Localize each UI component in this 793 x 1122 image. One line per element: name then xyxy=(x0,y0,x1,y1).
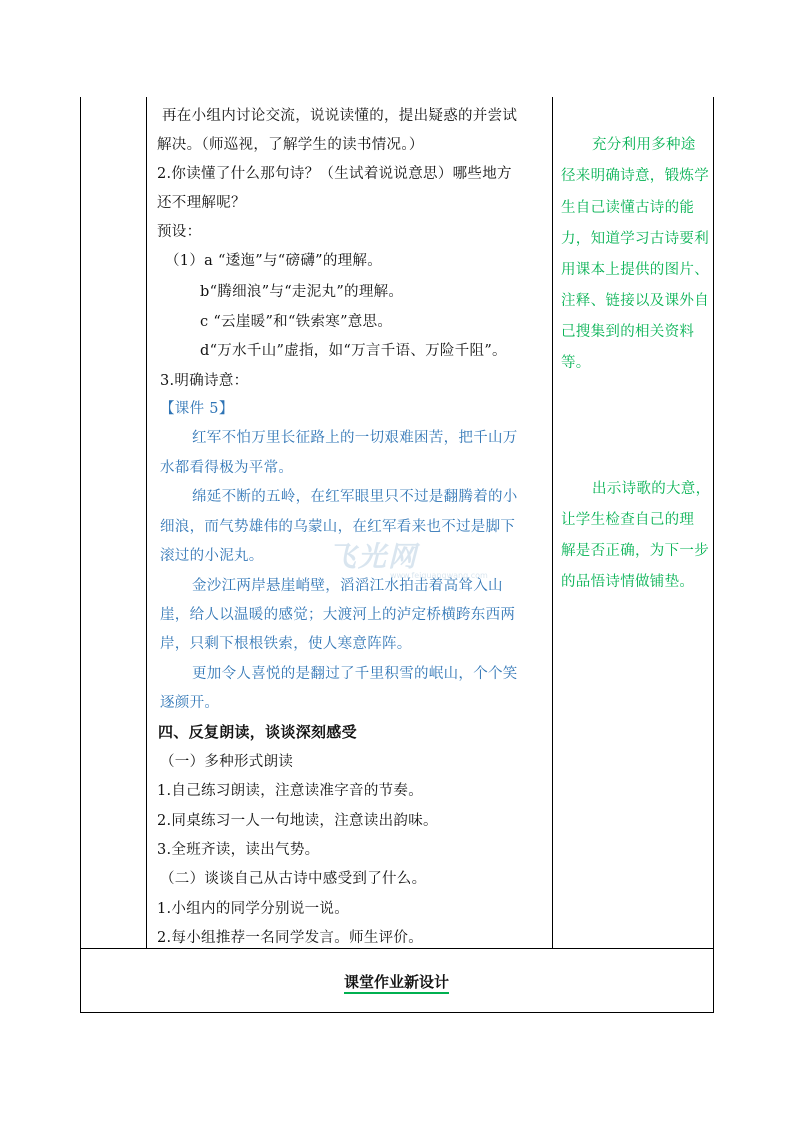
poem-meaning-line: 崖，给人以温暖的感觉；大渡河上的泸定桥横跨东西两 xyxy=(160,607,516,623)
design-note: 径来明确诗意，锻炼学 xyxy=(561,168,709,184)
text-line: 还不理解呢？ xyxy=(157,195,246,211)
text-line: 解决。（师巡视，了解学生的读书情况。） xyxy=(157,137,424,153)
section-title: 课堂作业新设计 xyxy=(344,973,449,994)
column-divider-left xyxy=(146,97,147,949)
poem-meaning-line: 绵延不断的五岭，在红军眼里只不过是翻腾着的小 xyxy=(192,489,518,505)
poem-meaning-line: 更加令人喜悦的是翻过了千里积雪的岷山，个个笑 xyxy=(192,666,518,682)
poem-meaning-line: 红军不怕万里长征路上的一切艰难困苦，把千山万 xyxy=(192,430,518,446)
text-line: 2.你读懂了什么那句诗？（生试着说说意思）哪些地方 xyxy=(157,166,512,182)
table-left-border xyxy=(80,97,81,1013)
text-line: （二）谈谈自己从古诗中感受到了什么。 xyxy=(160,871,427,887)
design-note: 生自己读懂古诗的能 xyxy=(561,200,695,216)
design-note: 力，知道学习古诗要利 xyxy=(561,231,709,247)
poem-meaning-line: 金沙江两岸悬崖峭壁，滔滔江水拍击着高耸入山 xyxy=(192,578,503,594)
preset-item: （1）a “逶迤”与“磅礴”的理解。 xyxy=(165,253,383,269)
design-note: 解是否正确，为下一步 xyxy=(561,543,709,559)
row-divider xyxy=(80,948,714,949)
design-note: 等。 xyxy=(561,355,591,371)
text-line: 3.明确诗意： xyxy=(160,373,249,389)
footer-row xyxy=(0,971,793,992)
design-note: 的品悟诗情做铺垫。 xyxy=(561,574,695,590)
poem-meaning-line: 细浪，而气势雄伟的乌蒙山，在红军看来也不过是脚下 xyxy=(160,519,516,535)
text-line: 1.小组内的同学分别说一说。 xyxy=(157,901,350,917)
courseware-label: 【课件 5】 xyxy=(160,401,234,417)
text-line: （一）多种形式朗读 xyxy=(160,754,294,770)
section-heading: 四、反复朗读，谈谈深刻感受 xyxy=(158,723,357,741)
table-right-border xyxy=(713,97,714,1013)
text-line: 1.自己练习朗读，注意读准字音的节奏。 xyxy=(157,783,424,799)
preset-item: b“腾细浪”与“走泥丸”的理解。 xyxy=(200,284,404,300)
poem-meaning-line: 滚过的小泥丸。 xyxy=(160,548,264,564)
column-divider-right xyxy=(552,97,553,949)
design-note: 让学生检查自己的理 xyxy=(561,512,695,528)
watermark-text: 飞光网 xyxy=(328,540,419,573)
table-bottom-border xyxy=(80,1012,714,1013)
poem-meaning-line: 岸，只剩下根根铁索，使人寒意阵阵。 xyxy=(160,636,412,652)
text-line: 2.同桌练习一人一句地读，注意读出韵味。 xyxy=(157,813,438,829)
text-line: 3.全班齐读，读出气势。 xyxy=(157,842,320,858)
poem-meaning-line: 逐颜开。 xyxy=(160,695,220,711)
design-note: 出示诗歌的大意， xyxy=(592,481,711,497)
design-note: 充分利用多种途 xyxy=(592,137,696,153)
poem-meaning-line: 水都看得极为平常。 xyxy=(160,460,294,476)
design-note: 用课本上提供的图片、 xyxy=(561,262,709,278)
text-line: 2.每小组推荐一名同学发言。师生评价。 xyxy=(157,930,424,946)
design-note: 己搜集到的相关资料 xyxy=(561,324,695,340)
text-line: 再在小组内讨论交流，说说读懂的，提出疑惑的并尝试 xyxy=(162,108,518,124)
design-note: 注释、链接以及课外自 xyxy=(561,293,709,309)
preset-item: d“万水千山”虚指，如“万言千语、万险千阻”。 xyxy=(200,343,507,359)
watermark-url: www.feiguangwang.com xyxy=(390,571,488,580)
preset-item: c “云崖暖”和“铁索寒”意思。 xyxy=(200,314,393,330)
watermark-logo xyxy=(300,523,488,593)
text-line: 预设： xyxy=(157,224,202,240)
